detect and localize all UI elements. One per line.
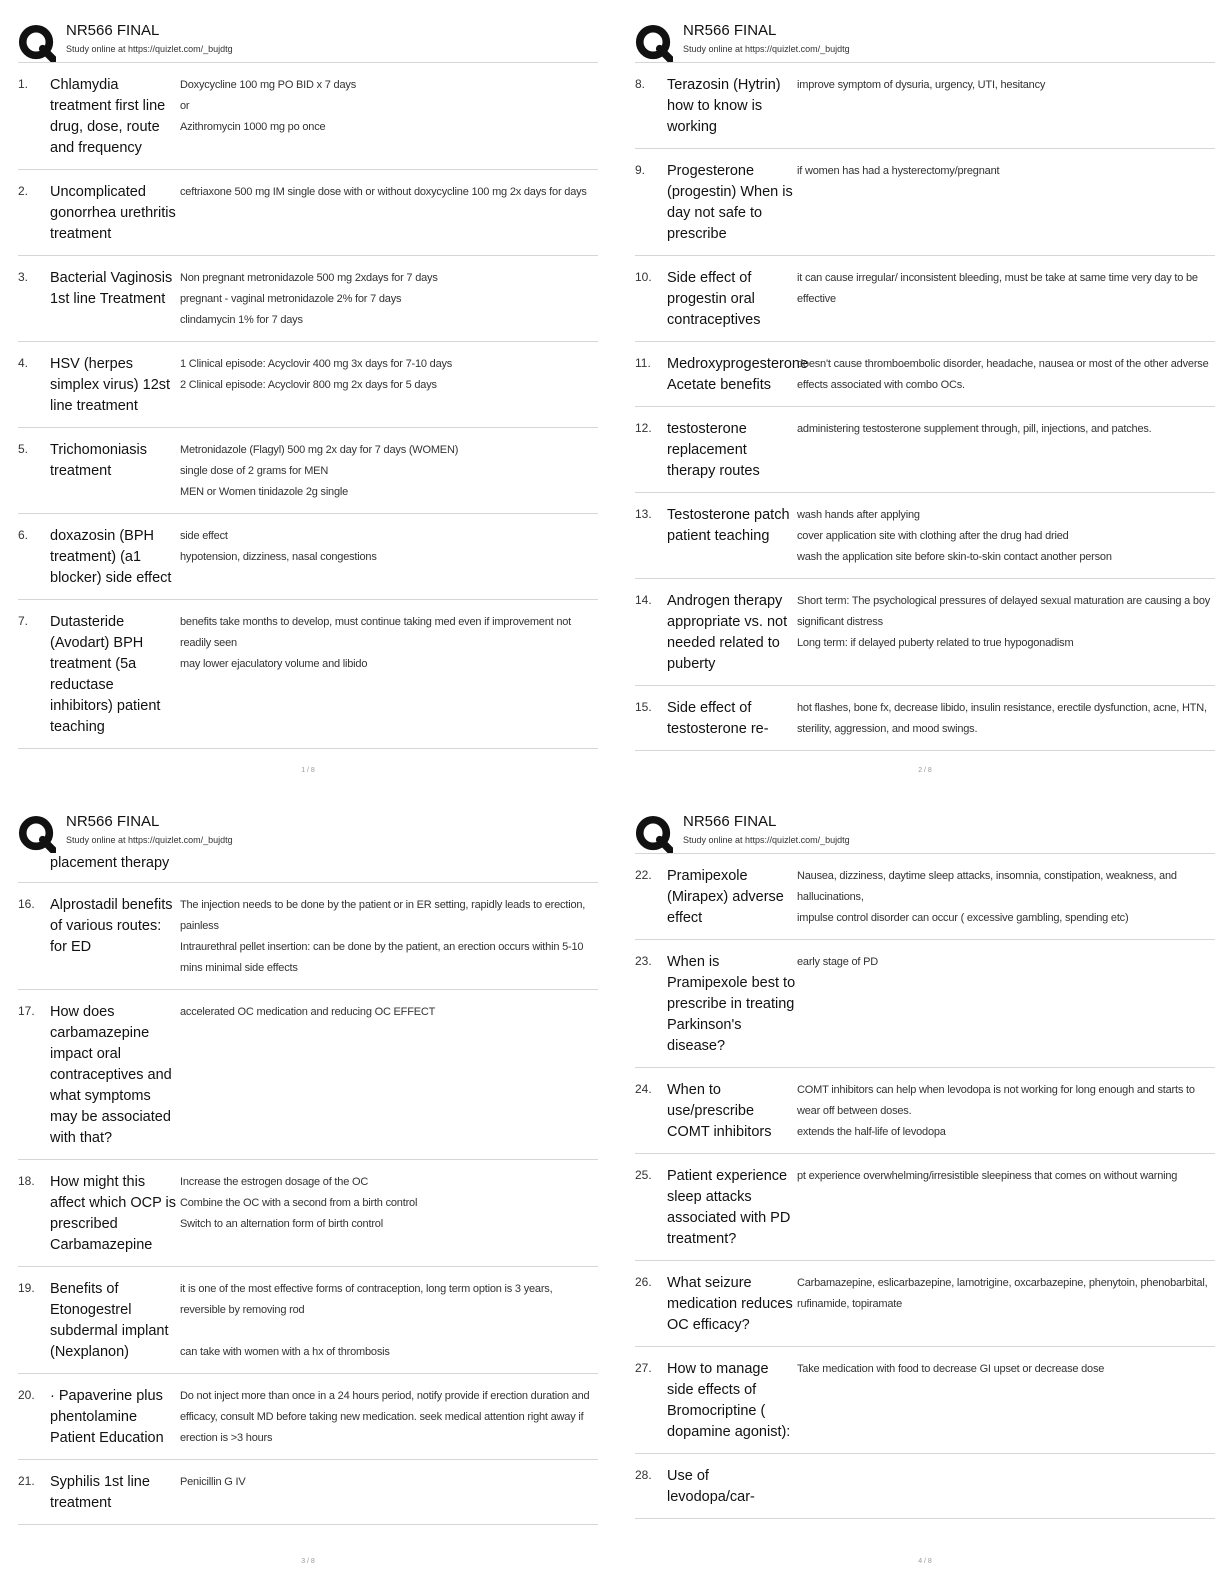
card-definition — [180, 1279, 598, 1363]
flashcard-row — [18, 513, 598, 599]
card-number: 18. — [18, 1174, 35, 1188]
card-definition — [797, 419, 1215, 482]
card-term: Patient experience sleep attacks associated with PD treatment? — [667, 1168, 791, 1247]
card-number: 27. — [635, 1361, 652, 1375]
page-number: 3 / 8 — [301, 1558, 315, 1565]
quizlet-logo-icon — [18, 24, 56, 62]
card-definition — [797, 591, 1215, 675]
card-number: 23. — [635, 954, 652, 968]
definition-line: if women has had a hysterectomy/pregnant — [797, 165, 1000, 177]
card-number: 2. — [18, 184, 29, 198]
card-term: Testosterone patch patient teaching — [667, 507, 790, 544]
card-term: How to manage side effects of Bromocriptine ( dopamine agonist): — [667, 1361, 791, 1440]
document-title: NR566 FINAL — [683, 813, 777, 830]
definition-line: Doxycycline 100 mg PO BID x 7 days — [180, 79, 356, 91]
card-term: Syphilis 1st line treatment — [50, 1474, 150, 1511]
flashcard-row — [635, 492, 1215, 578]
flashcard-row — [635, 62, 1215, 148]
document-page — [18, 813, 598, 1573]
definition-line: The injection needs to be done by the patient or in ER setting, rapidly leads to erection, painless — [180, 899, 586, 932]
flashcard-row — [18, 1373, 598, 1459]
card-definition — [797, 1359, 1215, 1443]
card-number: 24. — [635, 1082, 652, 1096]
card-term: When is Pramipexole best to prescribe in treating Parkinson's disease? — [667, 954, 796, 1054]
card-number: 12. — [635, 421, 652, 435]
card-definition — [180, 268, 598, 331]
card-term: Medroxyprogesterone Acetate benefits — [667, 356, 809, 393]
study-online-link[interactable]: Study online at https://quizlet.com/_bujdtg — [66, 835, 233, 845]
card-number: 11. — [635, 356, 651, 370]
card-definition — [797, 1166, 1215, 1250]
card-definition — [180, 612, 598, 738]
definition-line: MEN or Women tinidazole 2g single — [180, 486, 349, 498]
definition-line: 2 Clinical episode: Acyclovir 800 mg 2x days for 5 days — [180, 379, 437, 391]
flashcard-row — [635, 853, 1215, 939]
card-definition — [797, 952, 1215, 1057]
definition-line: doesn't cause thromboembolic disorder, headache, nausea or most of the other adverse effects associated with combo OCs. — [797, 358, 1209, 391]
definition-line: pt experience overwhelming/irresistible sleepiness that comes on without warning — [797, 1170, 1178, 1182]
study-online-link[interactable]: Study online at https://quizlet.com/_bujdtg — [683, 44, 850, 54]
card-definition — [180, 440, 598, 503]
page-number: 2 / 8 — [918, 767, 932, 774]
card-term: Bacterial Vaginosis 1st line Treatment — [50, 270, 173, 307]
flashcard-row — [635, 578, 1215, 685]
definition-line: ceftriaxone 500 mg IM single dose with or without doxycycline 100 mg 2x days for days — [180, 186, 587, 198]
flashcard-row — [18, 255, 598, 341]
document-page — [635, 813, 1215, 1573]
card-term: Use of levodopa/car- — [667, 1468, 755, 1505]
definition-line: impulse control disorder can occur ( excessive gambling, spending etc) — [797, 912, 1129, 924]
card-definition — [797, 1080, 1215, 1143]
definition-line: Switch to an alternation form of birth control — [180, 1218, 383, 1230]
card-definition — [797, 354, 1215, 396]
divider — [18, 1524, 598, 1525]
page-header — [635, 22, 1215, 62]
flashcard-row — [18, 341, 598, 427]
card-term: Uncomplicated gonorrhea urethritis treatment — [50, 184, 176, 242]
card-term: Side effect of testosterone re- — [667, 700, 769, 737]
definition-line: 1 Clinical episode: Acyclovir 400 mg 3x days for 7-10 days — [180, 358, 453, 370]
flashcard-row — [635, 1346, 1215, 1453]
flashcard-row — [18, 169, 598, 255]
card-term: Terazosin (Hytrin) how to know is working — [667, 77, 781, 135]
card-definition — [797, 698, 1215, 740]
definition-line: Azithromycin 1000 mg po once — [180, 121, 326, 133]
card-number: 20. — [18, 1388, 35, 1402]
card-number: 4. — [18, 356, 29, 370]
definition-line: improve symptom of dysuria, urgency, UTI, hesitancy — [797, 79, 1046, 91]
card-term: Chlamydia treatment first line drug, dose, route and frequency — [50, 77, 166, 156]
definition-line: Nausea, dizziness, daytime sleep attacks, insomnia, constipation, weakness, and hallucinations, — [797, 870, 1177, 903]
card-term: How does carbamazepine impact oral contraceptives and what symptoms may be associated with that? — [50, 1004, 172, 1146]
flashcard-row — [635, 1453, 1215, 1518]
quizlet-logo-icon — [635, 815, 673, 853]
card-number: 25. — [635, 1168, 652, 1182]
card-number: 3. — [18, 270, 29, 284]
card-number: 9. — [635, 163, 646, 177]
flashcard-row — [635, 255, 1215, 341]
definition-line: hot flashes, bone fx, decrease libido, insulin resistance, erectile dysfunction, acne, HTN, sterility, aggression, and mood swings. — [797, 702, 1207, 735]
flashcard-row — [18, 1266, 598, 1373]
page-header — [18, 813, 598, 853]
definition-line: single dose of 2 grams for MEN — [180, 465, 329, 477]
definition-line: accelerated OC medication and reducing OC EFFECT — [180, 1006, 436, 1018]
quizlet-logo-icon — [18, 815, 56, 853]
card-definition — [797, 1466, 1215, 1508]
definition-line: extends the half-life of levodopa — [797, 1126, 946, 1138]
card-term: testosterone replacement therapy routes — [667, 421, 760, 479]
card-definition — [180, 895, 598, 979]
flashcard-row — [18, 62, 598, 169]
study-online-link[interactable]: Study online at https://quizlet.com/_bujdtg — [683, 835, 850, 845]
definition-line: Take medication with food to decrease GI upset or decrease dose — [797, 1363, 1105, 1375]
card-number: 16. — [18, 897, 35, 911]
card-number: 5. — [18, 442, 29, 456]
definition-line: Intraurethral pellet insertion: can be done by the patient, an erection occurs within 5-10 mins minimal side effects — [180, 941, 584, 974]
divider — [18, 748, 598, 749]
definition-line: side effect — [180, 530, 228, 542]
flashcard-row — [635, 406, 1215, 492]
definition-line: it can cause irregular/ inconsistent bleeding, must be take at same time very day to be effective — [797, 272, 1198, 305]
document-page — [635, 22, 1215, 782]
definition-line: can take with women with a hx of thrombosis — [180, 1346, 390, 1358]
definition-line: pregnant - vaginal metronidazole 2% for 7 days — [180, 293, 402, 305]
flashcard-row — [635, 341, 1215, 406]
definition-line: may lower ejaculatory volume and libido — [180, 658, 368, 670]
card-definition — [797, 161, 1215, 245]
card-term: Dutasteride (Avodart) BPH treatment (5a reductase inhibitors) patient teaching — [50, 614, 161, 735]
document-title: NR566 FINAL — [683, 22, 777, 39]
definition-line: COMT inhibitors can help when levodopa is not working for long enough and starts to wear off between doses. — [797, 1084, 1195, 1117]
definition-line: Carbamazepine, eslicarbazepine, lamotrigine, oxcarbazepine, phenytoin, phenobarbital, rufinamide, topiramate — [797, 1277, 1208, 1310]
card-term: · Papaverine plus phentolamine Patient Education — [50, 1388, 164, 1446]
card-definition — [180, 75, 598, 159]
flashcard-row — [635, 685, 1215, 750]
card-term: Pramipexole (Mirapex) adverse effect — [667, 868, 784, 926]
page-number: 4 / 8 — [918, 1558, 932, 1565]
card-definition — [180, 1472, 598, 1514]
page-number: 1 / 8 — [301, 767, 315, 774]
card-number: 1. — [18, 77, 29, 91]
flashcard-row — [635, 1260, 1215, 1346]
definition-line: it is one of the most effective forms of contraception, long term option is 3 years, reversible by removing rod — [180, 1283, 553, 1316]
definition-line: wash the application site before skin-to-skin contact another person — [797, 551, 1112, 563]
study-online-link[interactable]: Study online at https://quizlet.com/_bujdtg — [66, 44, 233, 54]
card-number: 13. — [635, 507, 652, 521]
card-term: What seizure medication reduces OC efficacy? — [667, 1275, 793, 1333]
flashcard-row — [18, 427, 598, 513]
divider — [635, 1518, 1215, 1519]
card-term: HSV (herpes simplex virus) 12st line treatment — [50, 356, 171, 414]
card-number: 22. — [635, 868, 652, 882]
definition-line: Long term: if delayed puberty related to true hypogonadism — [797, 637, 1074, 649]
flashcard-row — [635, 148, 1215, 255]
quizlet-logo-icon — [635, 24, 673, 62]
document-title: NR566 FINAL — [66, 22, 160, 39]
card-number: 10. — [635, 270, 652, 284]
card-term: When to use/prescribe COMT inhibitors — [667, 1082, 772, 1140]
card-number: 28. — [635, 1468, 652, 1482]
card-number: 19. — [18, 1281, 35, 1295]
definition-line: Metronidazole (Flagyl) 500 mg 2x day for 7 days (WOMEN) — [180, 444, 459, 456]
document-title: NR566 FINAL — [66, 813, 160, 830]
card-term: Trichomoniasis treatment — [50, 442, 147, 479]
card-definition — [180, 354, 598, 417]
flashcard-row — [18, 1159, 598, 1266]
card-term: How might this affect which OCP is prescribed Carbamazepine — [50, 1174, 176, 1253]
card-term: doxazosin (BPH treatment) (a1 blocker) side effect — [50, 528, 172, 586]
card-definition — [180, 1172, 598, 1256]
flashcard-row — [18, 882, 598, 989]
card-definition — [797, 505, 1215, 568]
definition-line: Increase the estrogen dosage of the OC — [180, 1176, 369, 1188]
flashcard-row — [635, 1153, 1215, 1260]
card-number: 8. — [635, 77, 646, 91]
card-definition — [797, 75, 1215, 138]
card-definition — [797, 1273, 1215, 1336]
card-term: Alprostadil benefits of various routes: for ED — [50, 897, 173, 955]
page-header — [635, 813, 1215, 853]
card-number: 6. — [18, 528, 29, 542]
card-term: Progesterone (progestin) When is day not safe to prescribe — [667, 163, 793, 242]
definition-line: Combine the OC with a second from a birth control — [180, 1197, 418, 1209]
definition-line: wash hands after applying — [797, 509, 920, 521]
definition-line — [180, 1321, 598, 1342]
divider — [635, 750, 1215, 751]
flashcard-row — [18, 989, 598, 1159]
definition-line: Penicillin G IV — [180, 1476, 246, 1488]
page-header — [18, 22, 598, 62]
card-number: 21. — [18, 1474, 35, 1488]
card-definition — [180, 1386, 598, 1449]
card-term: Benefits of Etonogestrel subdermal implant (Nexplanon) — [50, 1281, 169, 1360]
card-term: Side effect of progestin oral contraceptives — [667, 270, 761, 328]
definition-line: clindamycin 1% for 7 days — [180, 314, 303, 326]
flashcard-row — [635, 1067, 1215, 1153]
continued-term: placement therapy — [50, 855, 170, 871]
flashcard-row — [18, 1459, 598, 1524]
card-definition — [180, 182, 598, 245]
definition-line: Do not inject more than once in a 24 hours period, notify provide if erection duration and efficacy, consult MD before taking new medication. seek medical attention right away if erection is >3 hours — [180, 1390, 590, 1444]
document-page — [18, 22, 598, 782]
card-number: 7. — [18, 614, 29, 628]
definition-line: administering testosterone supplement through, pill, injections, and patches. — [797, 423, 1152, 435]
card-definition — [180, 1002, 598, 1149]
definition-line: benefits take months to develop, must continue taking med even if improvement not readily seen — [180, 616, 572, 649]
card-number: 17. — [18, 1004, 35, 1018]
flashcard-row — [18, 599, 598, 748]
card-number: 26. — [635, 1275, 652, 1289]
definition-line: hypotension, dizziness, nasal congestions — [180, 551, 377, 563]
card-definition — [797, 866, 1215, 929]
definition-line: cover application site with clothing after the drug had dried — [797, 530, 1069, 542]
definition-line: Short term: The psychological pressures of delayed sexual maturation are causing a boy significant distress — [797, 595, 1211, 628]
definition-line: or — [180, 100, 190, 112]
card-definition — [180, 526, 598, 589]
flashcard-row — [635, 939, 1215, 1067]
definition-line: Non pregnant metronidazole 500 mg 2xdays for 7 days — [180, 272, 438, 284]
card-definition — [797, 268, 1215, 331]
card-term: Androgen therapy appropriate vs. not needed related to puberty — [667, 593, 788, 672]
definition-line: early stage of PD — [797, 956, 878, 968]
card-number: 14. — [635, 593, 652, 607]
card-number: 15. — [635, 700, 652, 714]
